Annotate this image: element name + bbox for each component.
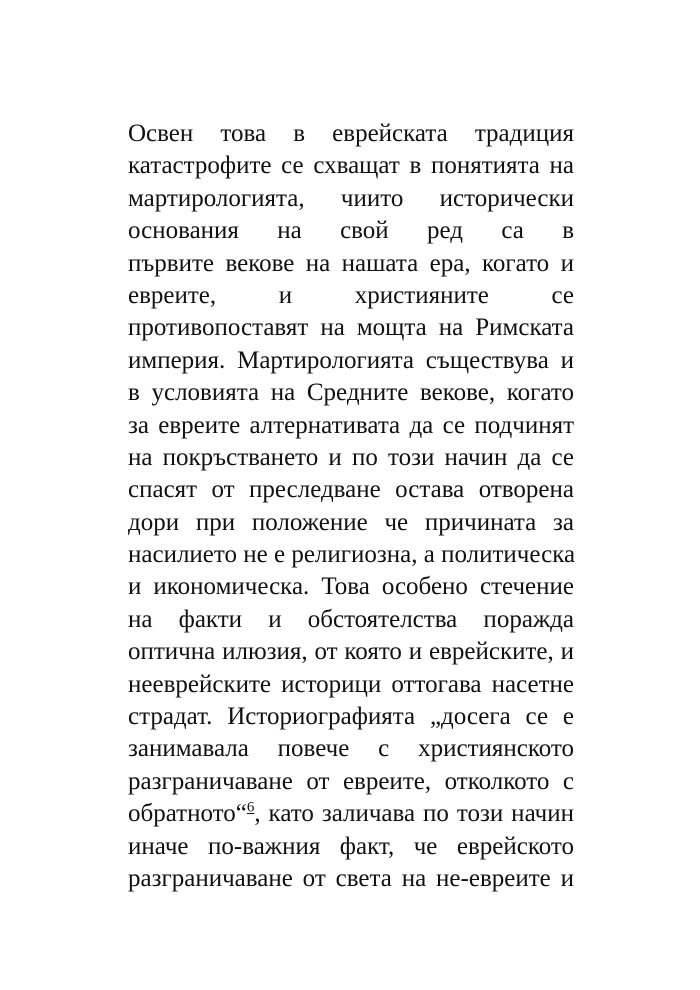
text-fragment: обратното“ — [128, 800, 247, 828]
text-line: противопоставят на мощта на Римската — [128, 314, 574, 342]
text-line: Освен това в еврейската традиция — [128, 120, 574, 147]
footnote-reference-link[interactable]: 6 — [246, 799, 255, 816]
text-line: катастрофите се схващат в понятията на — [128, 152, 574, 180]
text-line: на факти и обстоятелства поражда — [128, 605, 574, 633]
text-line: евреите, и християните се — [128, 281, 574, 309]
text-line: в условията на Средните векове, когато — [128, 379, 574, 407]
text-line: насилието не е религиозна, а политическа — [128, 541, 576, 569]
text-line: страдат. Историографията „досега се е — [128, 703, 574, 731]
text-line: за евреите алтернативата да се подчинят — [128, 411, 574, 439]
body-text — [128, 118, 574, 895]
text-line: мартирологията, чиито исторически — [128, 184, 574, 212]
text-line: занимавала повече с християнското — [128, 735, 574, 763]
text-line: иначе по-важния факт, че еврейското — [128, 832, 574, 860]
text-line: разграничаване от света на не-евреите и — [128, 864, 574, 892]
text-fragment: , като заличава по този начин — [254, 800, 574, 828]
text-line: нееврейските историци оттогава насетне — [128, 670, 574, 698]
text-line: първите векове на нашата ера, когато и — [128, 249, 574, 277]
text-line: спасят от преследване остава отворена — [128, 476, 574, 504]
text-line: оптична илюзия, от която и еврейските, и — [128, 638, 574, 666]
text-line: основания на свой ред са в — [128, 217, 574, 245]
text-line: и икономическа. Това особено стечение — [128, 573, 574, 601]
text-line: империя. Мартирологията съществува и — [128, 346, 574, 374]
text-line-with-footnote — [128, 798, 574, 830]
text-line: на покръстването и по този начин да се — [128, 443, 574, 471]
text-line: разграничаване от евреите, отколкото с — [128, 767, 574, 795]
text-line: дори при положение че причината за — [128, 508, 574, 536]
